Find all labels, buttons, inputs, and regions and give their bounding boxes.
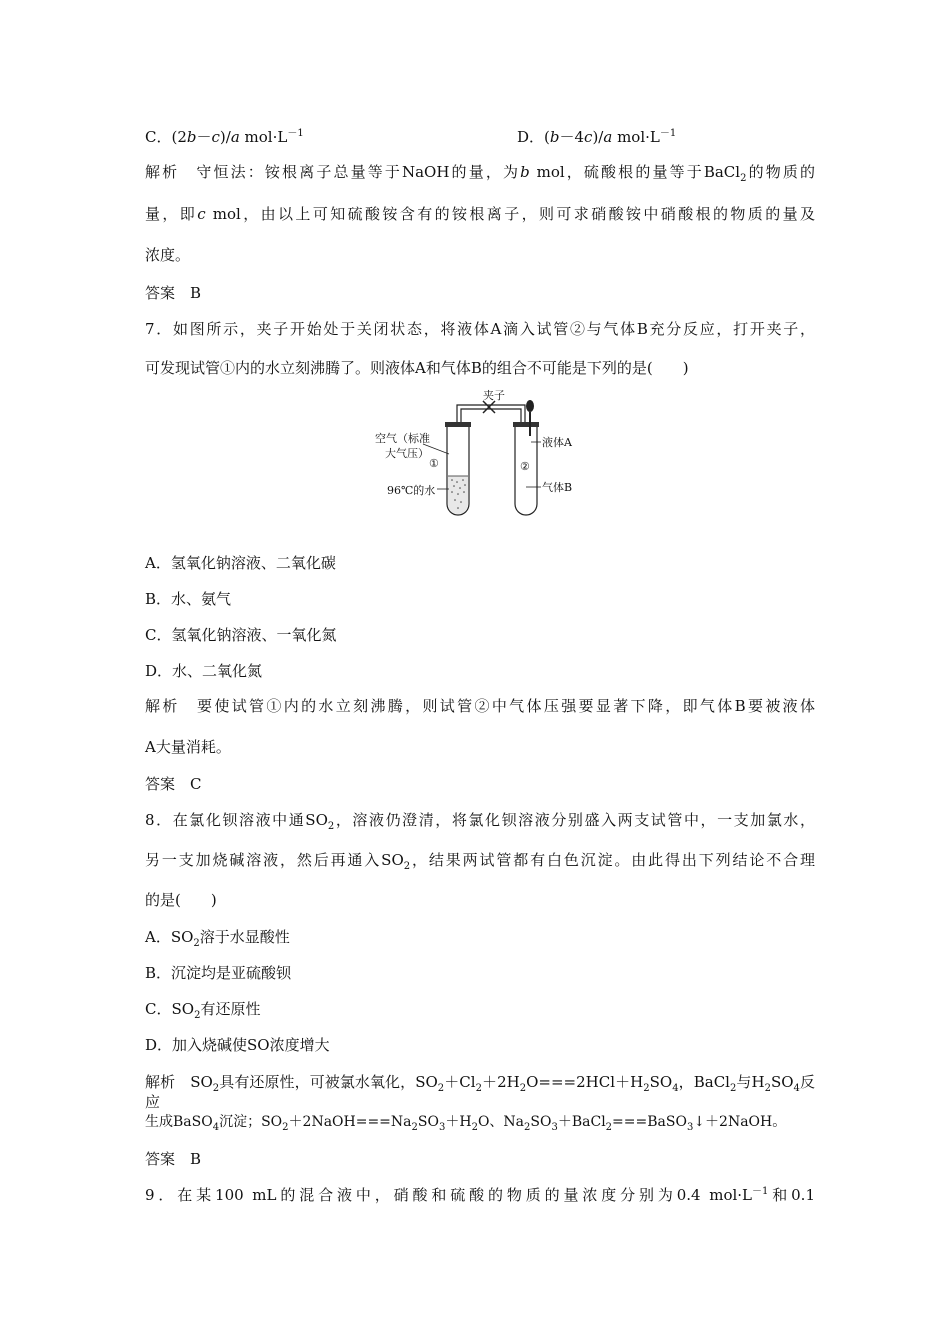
q7-stem-line1: 7．如图所示，夹子开始处于关闭状态，将液体A滴入试管②与气体B充分反应，打开夹子， xyxy=(145,320,815,338)
label-liquid-a: 液体A xyxy=(542,436,572,449)
q7-option-c: C．氢氧化钠溶液、一氧化氮 xyxy=(145,626,337,644)
connecting-tube-inner xyxy=(461,409,521,422)
q8-option-a: A．$SO_2$溶于水显酸性 xyxy=(145,928,290,949)
label-clip: 夹子 xyxy=(483,389,505,402)
q8-option-b: B．沉淀均是亚硫酸钡 xyxy=(145,964,292,982)
q6-analysis-line3: 浓度。 xyxy=(145,246,191,264)
label-gas-b: 气体B xyxy=(542,481,573,494)
q6-analysis-line1: 解析 守恒法：铵根离子总量等于NaOH的量，为b mol，硫酸根的量等于BaCl$_2$的物质的 xyxy=(145,163,815,184)
q7-apparatus-figure xyxy=(375,389,575,522)
label-air-2: 大气压） xyxy=(385,447,429,460)
q6-option-row xyxy=(145,127,677,147)
dropper-bulb-icon xyxy=(526,400,534,412)
tube1-stopper xyxy=(445,422,471,427)
q6-answer: 答案 B xyxy=(145,284,202,302)
connecting-tube xyxy=(457,405,525,422)
clip-icon xyxy=(483,401,495,413)
q8-analysis-line1: 解析 $SO_2$具有还原性，可被氯水氧化，$SO_2+Cl_2+2H_2O===2HCl+H_2SO_4$，BaCl$_2$与$H_2SO_4$反应 xyxy=(145,1073,815,1111)
q7-option-a: A．氢氧化钠溶液、二氧化碳 xyxy=(145,554,336,572)
q7-answer: 答案 C xyxy=(145,775,202,793)
q7-option-d: D．水、二氧化氮 xyxy=(145,662,263,680)
tube2-stopper xyxy=(513,422,539,427)
q8-stem-line3: 的是( ) xyxy=(145,891,217,909)
q6-option-c: C．(2b－c)/a $mol\cdot L^{-1}$ xyxy=(145,128,304,146)
q8-option-d: D．加入烧碱使SO浓度增大 xyxy=(145,1036,330,1054)
q8-stem-line1: 8．在氯化钡溶液中通$SO_2$，溶液仍澄清，将氯化钡溶液分别盛入两支试管中，一支加氯水， xyxy=(145,811,815,832)
label-water: 96℃的水 xyxy=(387,484,436,497)
q8-analysis-line2: 生成BaSO$_4$沉淀；$SO_2+2NaOH===Na_2SO_3+H_2O$、$Na_2SO_3+BaCl_2===BaSO_3↓+2NaOH$。 xyxy=(145,1114,787,1133)
label-tube1: ① xyxy=(429,457,439,470)
q7-analysis-line2: A大量消耗。 xyxy=(145,738,231,756)
q7-option-b: B．水、氨气 xyxy=(145,590,232,608)
q6-analysis-line2: 量，即c mol，由以上可知硫酸铵含有的铵根离子，则可求硝酸铵中硝酸根的物质的量及 xyxy=(145,205,815,223)
q6-option-d: D．(b－4c)/a $mol\cdot L^{-1}$ xyxy=(517,128,677,146)
q8-option-c: C．$SO_2$有还原性 xyxy=(145,1000,261,1021)
q9-stem: 9．在某100 mL的混合液中，硝酸和硫酸的物质的量浓度分别为0.4 $mol\cdot L^{-1}$和0.1 xyxy=(145,1186,815,1204)
label-tube2: ② xyxy=(520,460,530,473)
q8-stem-line2: 另一支加烧碱溶液，然后再通入$SO_2$，结果两试管都有白色沉淀。由此得出下列结论不合理 xyxy=(145,851,815,872)
q8-answer: 答案 B xyxy=(145,1150,202,1168)
q7-stem-line2: 可发现试管①内的水立刻沸腾了。则液体A和气体B的组合不可能是下列的是( ) xyxy=(145,359,689,377)
q7-analysis-line1: 解析 要使试管①内的水立刻沸腾，则试管②中气体压强要显著下降，即气体B要被液体 xyxy=(145,697,815,715)
label-air-1: 空气（标准 xyxy=(375,432,430,445)
